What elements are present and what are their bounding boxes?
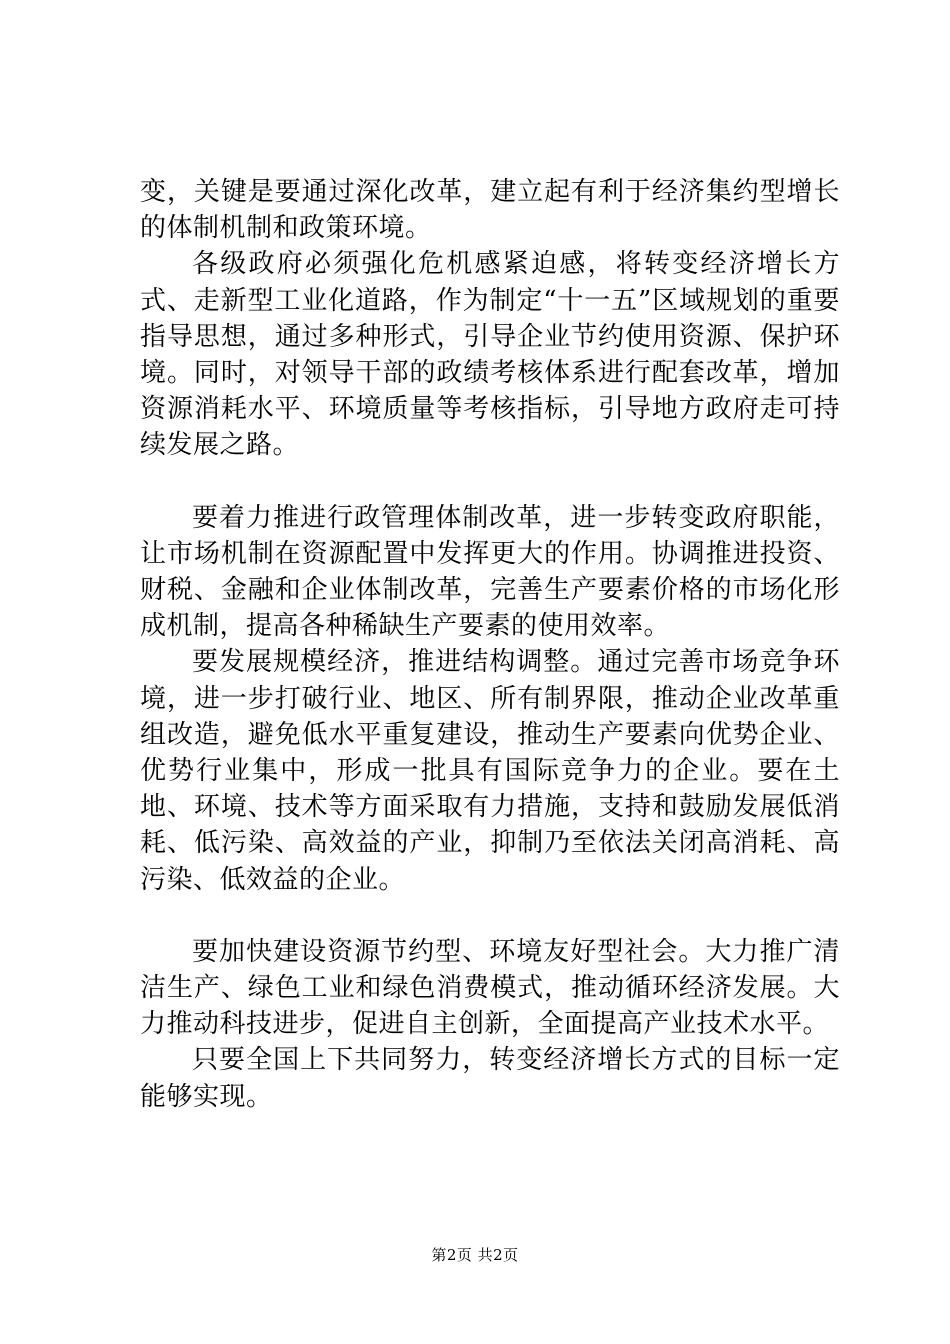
page-footer: 第2页 共2页	[431, 1246, 519, 1264]
paragraph-resource-saving-society: 要加快建设资源节约型、环境友好型社会。大力推广清洁生产、绿色工业和绿色消费模式，推动循环经济发展。大力推动科技进步，促进自主创新，全面提高产业技术水平。	[140, 936, 840, 1040]
paragraph-scale-economy: 要发展规模经济，推进结构调整。通过完善市场竞争环境，进一步打破行业、地区、所有制界限，推动企业改革重组改造，避免低水平重复建设，推动生产要素向优势企业、优势行业集中，形成一批具有国际竞争力的企业。要在土地、环境、技术等方面采取有力措施，支持和鼓励发展低消耗、低污染、高效益的产业，抑制乃至依法关闭高消耗、高污染、低效益的企业。	[140, 647, 840, 895]
paragraph-government-responsibility: 各级政府必须强化危机感紧迫感，将转变经济增长方式、走新型工业化道路，作为制定“十一五”区域规划的重要指导思想，通过多种形式，引导企业节约使用资源、保护环境。同时，对领导干部的政绩考核体系进行配套改革，增加资源消耗水平、环境质量等考核指标，引导地方政府走可持续发展之路。	[140, 249, 840, 461]
paragraph-conclusion: 只要全国上下共同努力，转变经济增长方式的目标一定能够实现。	[140, 1045, 840, 1112]
paragraph-continuation: 变，关键是要通过深化改革，建立起有利于经济集约型增长的体制机制和政策环境。	[140, 177, 840, 244]
paragraph-administrative-reform: 要着力推进行政管理体制改革，进一步转变政府职能，让市场机制在资源配置中发挥更大的作用。协调推进投资、财税、金融和企业体制改革，完善生产要素价格的市场化形成机制，提高各种稀缺生产要素的使用效率。	[140, 502, 840, 642]
document-body	[140, 174, 840, 1115]
